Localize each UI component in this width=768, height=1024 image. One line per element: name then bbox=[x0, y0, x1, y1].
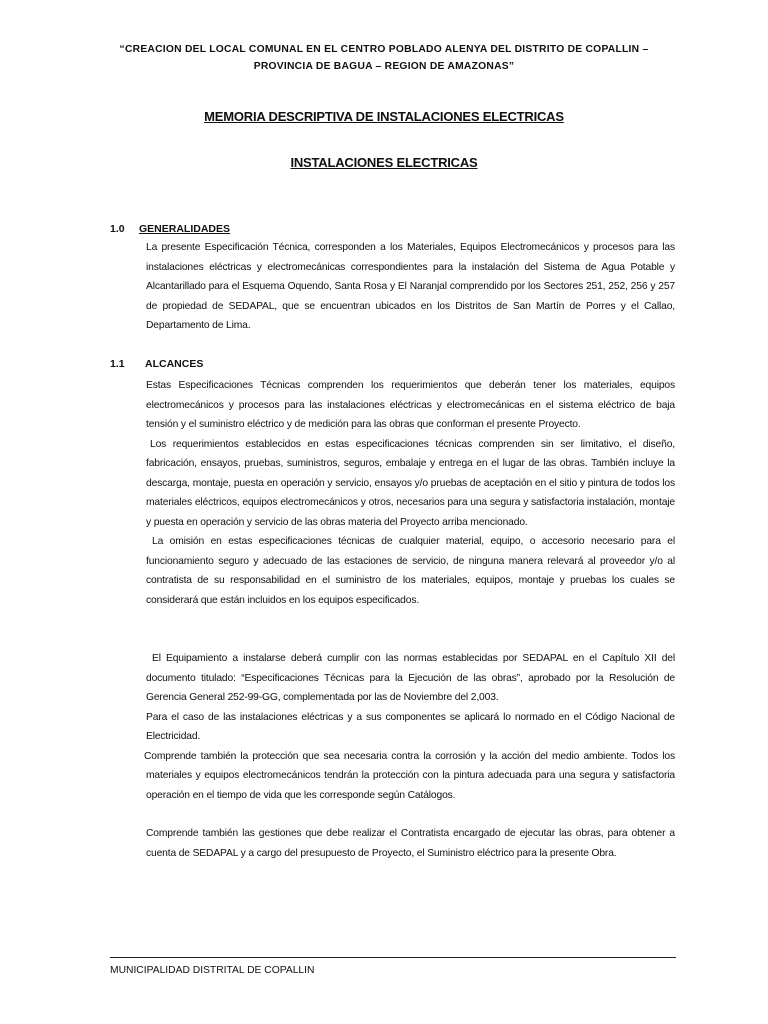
section-body-alcances-part-2 bbox=[146, 649, 675, 805]
header-line-2: PROVINCIA DE BAGUA – REGION DE AMAZONAS” bbox=[253, 61, 515, 72]
section-body-alcances-part-3 bbox=[146, 824, 675, 863]
section-heading-alcances bbox=[110, 358, 203, 370]
section-title: ALCANCES bbox=[145, 358, 204, 370]
section-number: 1.0 bbox=[110, 223, 125, 235]
header-line-1: “CREACION DEL LOCAL COMUNAL EN EL CENTRO POBLADO ALENYA DEL DISTRITO DE COPALLIN – bbox=[119, 44, 649, 55]
footer-divider bbox=[110, 957, 676, 958]
section-number: 1.1 bbox=[110, 358, 125, 370]
paragraph: La presente Especificación Técnica, corresponden a los Materiales, Equipos Electromecánicos y procesos para las instalaciones eléctricas y electromecánicas correspondientes para la instalación del Sistema de Agua Potable y Alcantarillado para el Esquema Oquendo, Santa Rosa y El Naranjal comprendido por los Sectores 251, 252, 256 y 257 de propiedad de SEDAPAL, que se encuentran ubicados en los Distritos de San Martín de Porres y el Callao, Departamento de Lima. bbox=[146, 242, 675, 331]
document-title: MEMORIA DESCRIPTIVA DE INSTALACIONES ELECTRICAS bbox=[204, 109, 564, 124]
section-heading-generalidades bbox=[110, 223, 230, 235]
paragraph: Comprende también las gestiones que debe realizar el Contratista encargado de ejecutar las obras, para obtener a cuenta de SEDAPAL y a cargo del presupuesto de Proyecto, el Suministro eléctrico para la presente Obra. bbox=[146, 828, 675, 859]
paragraph: Los requerimientos establecidos en estas especificaciones técnicas comprenden sin ser limitativo, el diseño, fabricación, ensayos, pruebas, suministros, seguros, embalaje y entrega en el lugar de las obras. También incluye la descarga, montaje, puesta en operación y servicio, ensayos y/o pruebas de aceptación en el sitio y pintura de todos los materiales eléctricos, equipos electromecánicos y otros, necesarios para una segura y satisfactoria instalación, montaje y puesta en operación y servicio de las obras materia del Proyecto arriba mencionado. bbox=[146, 438, 675, 528]
document-subtitle: INSTALACIONES ELECTRICAS bbox=[290, 155, 478, 170]
section-title: GENERALIDADES bbox=[139, 223, 231, 235]
paragraph: Comprende también la protección que sea necesaria contra la corrosión y la acción del medio ambiente. Todos los materiales y equipos electromecánicos tendrán la protección con la pintura adecuada para una segura y satisfactoria operación en el tiempo de vida que les corresponde según Catálogos. bbox=[144, 750, 675, 801]
section-body-generalidades bbox=[146, 238, 675, 336]
paragraph: La omisión en estas especificaciones técnicas de cualquier material, equipo, o accesorio necesario para el funcionamiento seguro y adecuado de las estaciones de servicio, de ninguna manera relevará al proveedor y/o al contratista de su responsabilidad en el suministro de los materiales, equipos, montaje y pruebas los cuales se considerará que están incluidos en los equipos especificados. bbox=[146, 536, 675, 606]
paragraph: El Equipamiento a instalarse deberá cumplir con las normas establecidas por SEDAPAL en el Capítulo XII del documento titulado: “Especificaciones Técnicas para la Ejecución de las obras”, aprobado por la Resolución de Gerencia General 252-99-GG, complementada por las de Noviembre del 2,003. bbox=[146, 653, 675, 703]
page-header bbox=[95, 41, 673, 75]
paragraph: Estas Especificaciones Técnicas comprenden los requerimientos que deberán tener los materiales, equipos electromecánicos y procesos para las instalaciones eléctricas y electromecánicas en el sistema eléctrico de baja tensión y el suministro eléctrico y de medición para las obras que conforman el presente Proyecto. bbox=[146, 380, 675, 430]
section-body-alcances-part-1 bbox=[146, 376, 675, 610]
page-footer: MUNICIPALIDAD DISTRITAL DE COPALLIN bbox=[110, 965, 315, 976]
paragraph: Para el caso de las instalaciones eléctricas y a sus componentes se aplicará lo normado en el Código Nacional de Electricidad. bbox=[146, 711, 675, 742]
